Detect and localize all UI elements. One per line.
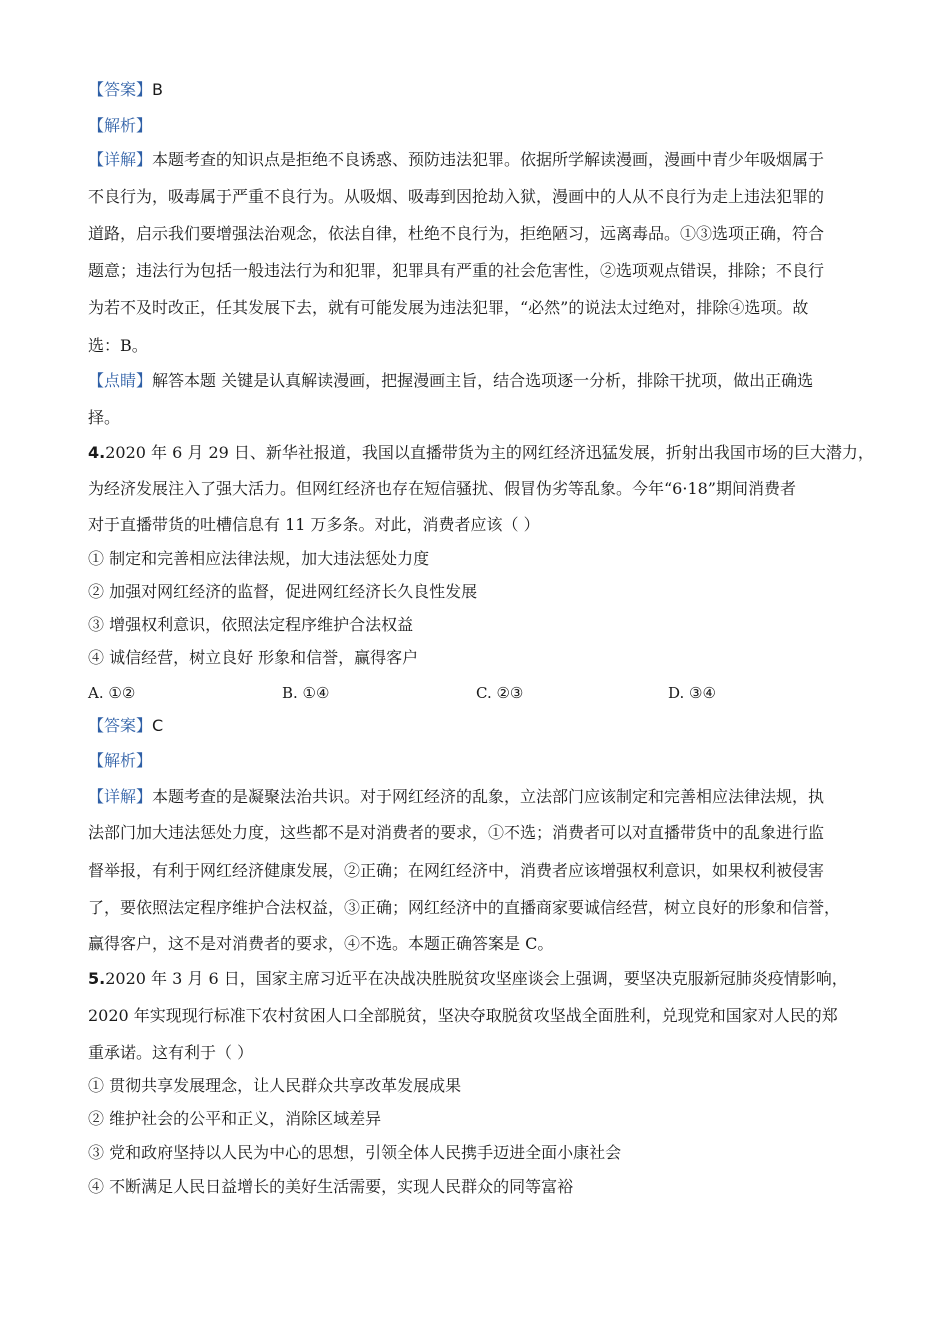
q4-detail-line: 赢得客户，这不是对消费者的要求，④不选。本题正确答案是 C。 [88,934,554,953]
q5-item: ① 贯彻共享发展理念，让人民群众共享改革发展成果 [88,1076,462,1095]
q5-item: ④ 不断满足人民日益增长的美好生活需要，实现人民群众的同等富裕 [88,1177,574,1196]
q5-stem-line [88,969,848,989]
q4-item: ① 制定和完善相应法律法规，加大违法惩处力度 [88,549,430,568]
option-d: D. ③④ [668,684,716,702]
detail-label: 【详解】 [88,150,153,169]
q3-tip-line [88,371,813,391]
q3-detail-line: 选：B。 [88,336,148,355]
q3-detail-line: 题意；违法行为包括一般违法行为和犯罪，犯罪具有严重的社会危害性，②选项观点错误，排除；不良行 [88,261,825,280]
detail-text: 本题考查的是凝聚法治共识。对于网红经济的乱象，立法部门应该制定和完善相应法律法规，执 [152,787,825,806]
detail-label: 【详解】 [88,787,153,806]
q5-stem-line: 重承诺。这有利于（ ） [88,1043,254,1062]
stem-text: 2020 年 6 月 29 日、新华社报道，我国以直播带货为主的网红经济迅猛发展，折射出我国市场的巨大潜力， [105,443,874,462]
q4-stem-line [88,443,874,463]
q5-item: ② 维护社会的公平和正义，消除区域差异 [88,1109,382,1128]
stem-text: 2020 年 3 月 6 日，国家主席习近平在决战决胜脱贫攻坚座谈会上强调，要坚决克服新冠肺炎疫情影响， [105,969,848,988]
q3-detail-line: 为若不及时改正，任其发展下去，就有可能发展为违法犯罪，“必然”的说法太过绝对，排除④选项。故 [88,298,809,317]
q4-detail-line [88,787,824,807]
q4-stem-line: 对于直播带货的吐槽信息有 11 万多条。对此，消费者应该（ ） [88,515,540,534]
q4-item: ④ 诚信经营，树立良好 形象和信誉，赢得客户 [88,648,419,667]
option-a: A. ①② [88,684,136,702]
q4-analysis-label: 【解析】 [88,751,153,770]
q4-answer-line [88,716,163,736]
q5-item: ③ 党和政府坚持以人民为中心的思想，引领全体人民携手迈进全面小康社会 [88,1143,622,1162]
option-c: C. ②③ [476,684,524,702]
question-number: 4. [88,443,106,462]
q4-item: ③ 增强权利意识，依照法定程序维护合法权益 [88,615,414,634]
q3-tip-line: 择。 [88,408,121,427]
q5-stem-line: 2020 年实现现行标准下农村贫困人口全部脱贫，坚决夺取脱贫攻坚战全面胜利，兑现党和国家对人民的郑 [88,1006,838,1025]
question-number: 5. [88,969,106,988]
q3-detail-line: 道路，启示我们要增强法治观念，依法自律，杜绝不良行为，拒绝陋习，远离毒品。①③选项正确，符合 [88,224,825,243]
answer-value: B [152,80,163,99]
tip-text: 解答本题 关键是认真解读漫画，把握漫画主旨，结合选项逐一分析，排除干扰项，做出正确选 [152,371,814,390]
option-b: B. ①④ [282,684,330,702]
q3-detail-line: 不良行为，吸毒属于严重不良行为。从吸烟、吸毒到因抢劫入狱，漫画中的人从不良行为走上违法犯罪的 [88,187,825,206]
tip-label: 【点睛】 [88,371,153,390]
q3-answer-line [88,80,163,100]
q4-detail-line: 法部门加大违法惩处力度，这些都不是对消费者的要求，①不选；消费者可以对直播带货中的乱象进行监 [88,823,825,842]
q3-detail-line [88,150,824,170]
q4-stem-line: 为经济发展注入了强大活力。但网红经济也存在短信骚扰、假冒伪劣等乱象。今年“6·18”期间消费者 [88,479,796,498]
detail-text: 本题考查的知识点是拒绝不良诱惑、预防违法犯罪。依据所学解读漫画，漫画中青少年吸烟属于 [152,150,825,169]
answer-label: 【答案】 [88,716,153,735]
q3-analysis-label: 【解析】 [88,116,153,135]
q4-detail-line: 了，要依照法定程序维护合法权益，③正确；网红经济中的直播商家要诚信经营，树立良好的形象和信誉， [88,898,841,917]
answer-value: C [152,716,164,735]
q4-item: ② 加强对网红经济的监督，促进网红经济长久良性发展 [88,582,478,601]
answer-label: 【答案】 [88,80,153,99]
q4-detail-line: 督举报，有利于网红经济健康发展，②正确；在网红经济中，消费者应该增强权利意识，如果权利被侵害 [88,861,825,880]
